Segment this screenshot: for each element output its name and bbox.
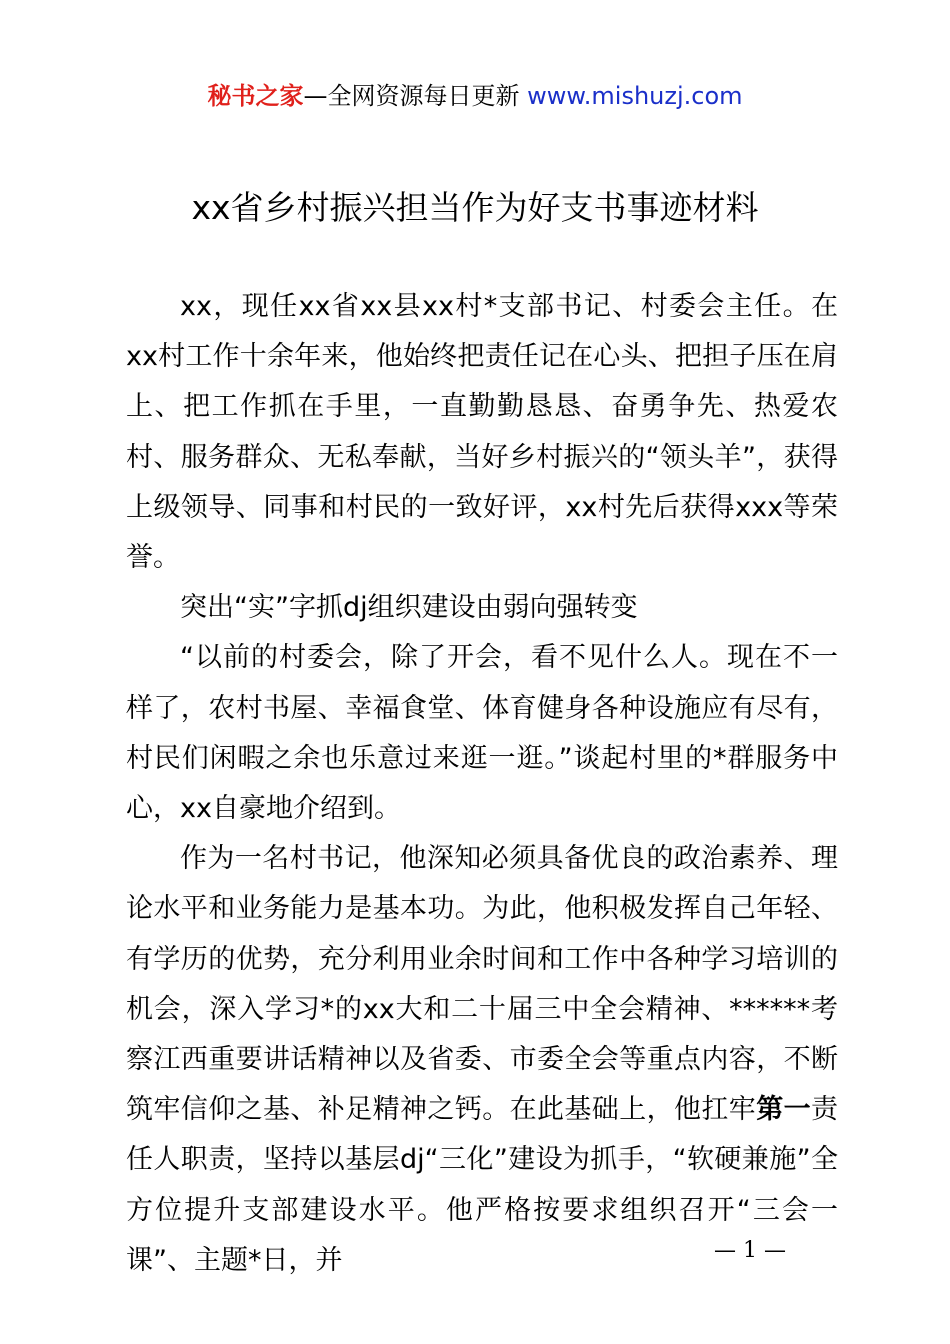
document-body [126,282,838,1286]
paragraph-study [126,834,838,1286]
paragraph-study-text-2: 责任人职责，坚持以基层dj“三化”建设为抓手，“软硬兼施”全方位提升支部建设水平。他严格按要求组织召开“三会一课”、主题*日，并 [126,1094,839,1276]
section-heading: 突出“实”字抓dj组织建设由弱向强转变 [180,592,638,624]
page-number: — 1 — [714,1238,786,1263]
document-title: xx省乡村振兴担当作为好支书事迹材料 [191,188,759,227]
header-slogan: —全网资源每日更新 [303,82,520,110]
site-url-link[interactable]: www.mishuzj.com [527,82,743,110]
paragraph-quote: “以前的村委会，除了开会，看不见什么人。现在不一样了，农村书屋、幸福食堂、体育健身各种设施应有尽有，村民们闲暇之余也乐意过来逛一逛。”谈起村里的*群服务中心，xx自豪地介绍到。 [126,642,838,825]
paragraph-study-bold: 第一 [756,1094,812,1126]
paragraph-study-text-1: 作为一名村书记，他深知必须具备优良的政治素养、理论水平和业务能力是基本功。为此，他积极发挥自己年轻、有学历的优势，充分利用业余时间和工作中各种学习培训的机会，深入学习*的xx大和二十届三中全会精神、******考察江西重要讲话精神以及省委、市委全会等重点内容，不断筑牢信仰之基、补足精神之钙。在此基础上，他扛牢 [126,843,838,1126]
site-header [0,80,950,112]
brand-name: 秘书之家 [207,82,304,110]
paragraph-intro: xx，现任xx省xx县xx村*支部书记、村委会主任。在xx村工作十余年来，他始终把责任记在心头、把担子压在肩上、把工作抓在手里，一直勤勤恳恳、奋勇争先、热爱农村、服务群众、无私奉献，当好乡村振兴的“领头羊”，获得上级领导、同事和村民的一致好评，xx村先后获得xxx等荣誉。 [126,291,838,574]
